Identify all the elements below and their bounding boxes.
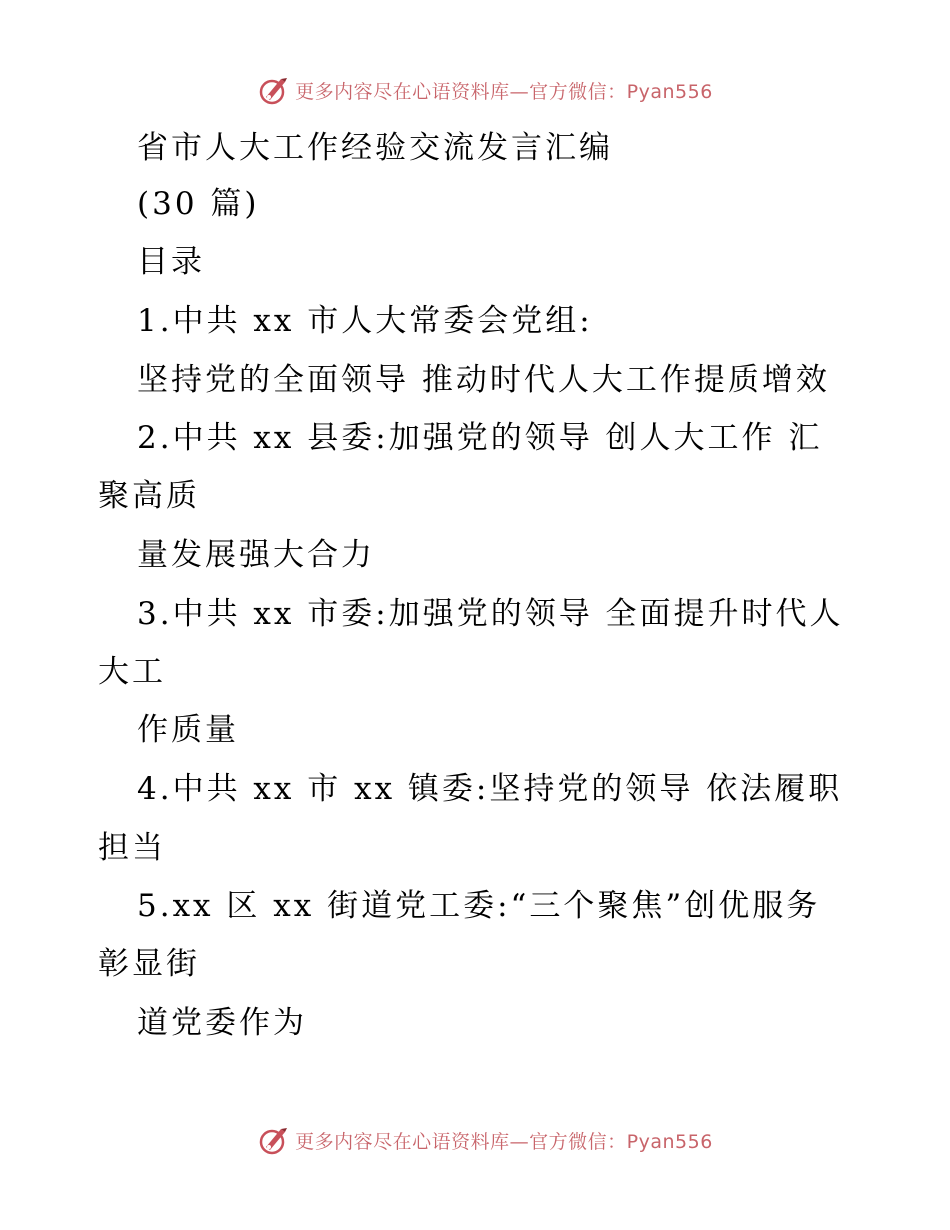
pen-logo-icon bbox=[257, 73, 291, 107]
wechat-id: Pyan556 bbox=[626, 80, 713, 103]
document-subtitle: (30 篇) bbox=[137, 186, 260, 222]
toc-entry-line: 聚高质 bbox=[98, 478, 200, 514]
toc-entry-line: 5.xx 区 xx 街道党工委:“三个聚焦”创优服务 bbox=[137, 888, 821, 924]
toc-entry-line: 坚持党的全面领导 推动时代人大工作提质增效 bbox=[137, 362, 830, 398]
watermark-group bbox=[257, 1123, 713, 1157]
toc-entry-line: 3.中共 xx 市委:加强党的领导 全面提升时代人 bbox=[137, 596, 844, 632]
header-watermark bbox=[0, 70, 950, 110]
toc-entry-line: 量发展强大合力 bbox=[137, 537, 375, 573]
toc-entry-line: 道党委作为 bbox=[137, 1005, 307, 1041]
watermark-text: 更多内容尽在心语资料库—官方微信：Pyan556 bbox=[295, 1130, 713, 1153]
toc-entry-line: 1.中共 xx 市人大常委会党组: bbox=[137, 303, 593, 339]
toc-heading: 目录 bbox=[137, 244, 205, 280]
watermark-text: 更多内容尽在心语资料库—官方微信：Pyan556 bbox=[295, 80, 713, 103]
toc-entry-line: 2.中共 xx 县委:加强党的领导 创人大工作 汇 bbox=[137, 420, 823, 456]
toc-entry-line: 彰显街 bbox=[98, 946, 200, 982]
document-title: 省市人大工作经验交流发言汇编 bbox=[137, 130, 613, 166]
toc-entry-line: 大工 bbox=[98, 654, 166, 690]
pen-logo-icon bbox=[257, 1123, 291, 1157]
toc-entry-line: 作质量 bbox=[137, 712, 239, 748]
watermark-group bbox=[257, 73, 713, 107]
footer-watermark bbox=[0, 1120, 950, 1160]
toc-entry-line: 4.中共 xx 市 xx 镇委:坚持党的领导 依法履职 bbox=[137, 771, 843, 807]
wechat-id: Pyan556 bbox=[626, 1130, 713, 1153]
toc-entry-line: 担当 bbox=[98, 830, 166, 866]
